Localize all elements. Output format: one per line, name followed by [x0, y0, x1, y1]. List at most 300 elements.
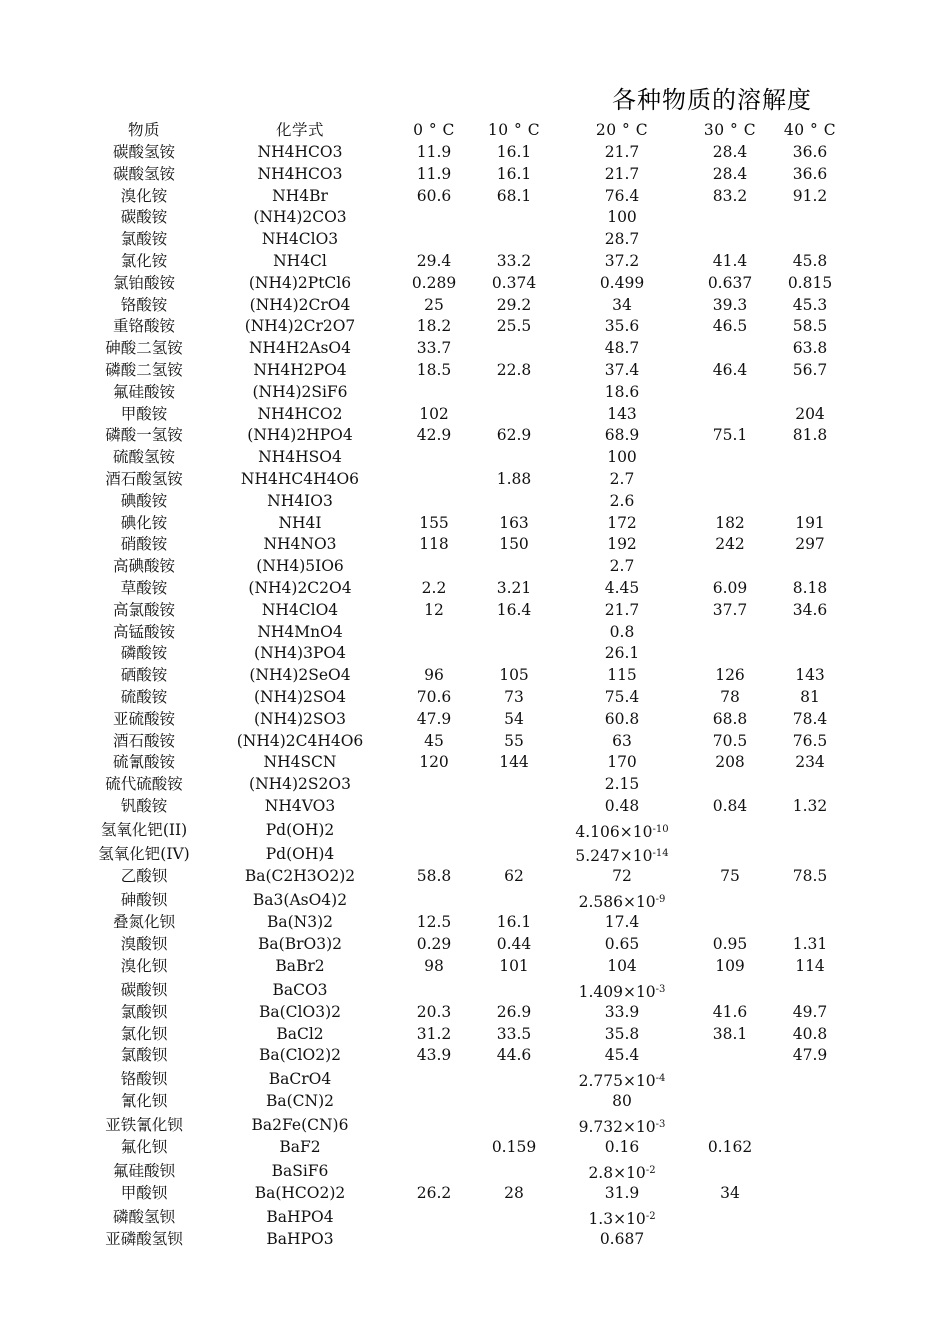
cell-substance: 硫氰酸铵: [112, 753, 175, 772]
table-row: [0, 1091, 950, 1113]
cell-formula: Ba3(AsO4)2: [252, 891, 348, 909]
cell-formula: BaSiF6: [271, 1162, 329, 1181]
cell-substance: 氢氧化钯(IV): [98, 845, 190, 863]
cell-formula: NH4SCN: [263, 753, 337, 772]
cell-0c: 70.6: [416, 688, 452, 706]
table-row: [0, 934, 950, 956]
cell-20c: 0.687: [599, 1230, 645, 1249]
cell-formula: BaCO3: [272, 980, 328, 999]
table-row: [0, 1205, 950, 1229]
cell-40c: 49.7: [792, 1002, 828, 1021]
cell-substance: 硒酸铵: [120, 666, 168, 685]
cell-formula: Ba(ClO2)2: [259, 1046, 341, 1065]
cell-20c: 21.7: [604, 600, 640, 619]
table-row: [0, 273, 950, 295]
cell-30c: 46.4: [712, 361, 748, 379]
cell-formula: (NH4)2C2O4: [248, 579, 352, 597]
cell-0c: 47.9: [416, 709, 452, 728]
cell-substance: 亚硫酸铵: [112, 709, 175, 728]
cell-substance: 溴化钡: [120, 956, 168, 975]
cell-formula: NH4HCO3: [257, 143, 343, 161]
cell-formula: Ba(HCO2)2: [254, 1184, 346, 1203]
cell-formula: BaBr2: [275, 956, 325, 975]
cell-0c: 26.2: [416, 1184, 452, 1203]
cell-formula: Ba(CN)2: [265, 1092, 334, 1111]
cell-30c: 75: [720, 867, 740, 886]
table-row: [0, 731, 950, 753]
cell-substance: 碘化铵: [120, 513, 168, 532]
cell-10c: 25.5: [496, 317, 532, 336]
cell-formula: BaCrO4: [268, 1070, 332, 1089]
cell-30c: 38.1: [712, 1024, 748, 1043]
cell-20c: 172: [607, 513, 637, 532]
cell-20c: 48.7: [604, 339, 640, 358]
header-10c: 10 ° C: [487, 121, 541, 139]
cell-20c: $2.8\times 10^{-2}$: [588, 1164, 656, 1183]
table-row: [0, 578, 950, 600]
cell-0c: 25: [424, 295, 444, 314]
table-row: [0, 164, 950, 186]
cell-substance: 氢氧化钯(II): [100, 820, 188, 839]
cell-30c: 70.5: [712, 731, 748, 750]
cell-substance: 磷酸二氢铵: [105, 361, 183, 379]
cell-40c: 0.815: [787, 273, 833, 292]
table-row: [0, 774, 950, 796]
header-20c: 20 ° C: [595, 121, 649, 139]
cell-0c: 98: [424, 956, 444, 975]
cell-formula: (NH4)2C4H4O6: [236, 731, 364, 750]
cell-40c: 297: [795, 535, 825, 554]
cell-0c: 60.6: [416, 186, 452, 205]
table-row: [0, 1183, 950, 1205]
cell-20c: 2.15: [604, 775, 640, 794]
cell-formula: BaF2: [279, 1138, 321, 1157]
cell-40c: 204: [795, 404, 825, 423]
table-row: [0, 491, 950, 513]
table-row: [0, 912, 950, 934]
cell-formula: BaCl2: [276, 1024, 324, 1043]
cell-0c: 20.3: [416, 1002, 452, 1021]
cell-20c: 28.7: [604, 230, 640, 249]
cell-30c: 0.84: [712, 797, 748, 815]
cell-substance: 乙酸钡: [120, 867, 168, 886]
table-row: [0, 752, 950, 774]
cell-40c: 143: [795, 666, 825, 685]
cell-20c: $1.3\times 10^{-2}$: [588, 1210, 656, 1229]
cell-formula: NH4H2AsO4: [248, 339, 352, 358]
cell-10c: 16.1: [496, 143, 532, 161]
cell-20c: 68.9: [604, 426, 640, 445]
cell-40c: 8.18: [792, 579, 828, 597]
page-title: 各种物质的溶解度: [612, 86, 812, 114]
cell-formula: NH4NO3: [263, 535, 337, 554]
table-row: [0, 796, 950, 818]
cell-substance: 氟化钡: [120, 1138, 168, 1157]
table-row: [0, 665, 950, 687]
cell-40c: 56.7: [792, 361, 828, 379]
cell-substance: 叠氮化钡: [112, 913, 175, 932]
cell-40c: 45.8: [792, 252, 828, 270]
cell-substance: 碳酸铵: [120, 208, 168, 227]
cell-20c: 35.8: [604, 1024, 640, 1043]
cell-formula: BaHPO3: [266, 1230, 334, 1249]
cell-10c: 33.2: [496, 252, 532, 270]
cell-formula: (NH4)2SeO4: [249, 666, 351, 685]
table-row: [0, 360, 950, 382]
cell-20c: 63: [612, 731, 632, 750]
table-row: [0, 687, 950, 709]
table-row: [0, 186, 950, 208]
cell-10c: 44.6: [496, 1046, 532, 1065]
cell-formula: Ba(C2H3O2)2: [244, 867, 356, 886]
cell-20c: 80: [612, 1092, 632, 1111]
cell-formula: (NH4)2Cr2O7: [244, 317, 356, 336]
table-row: [0, 338, 950, 360]
cell-formula: NH4ClO4: [261, 600, 339, 619]
cell-20c: 0.48: [604, 797, 640, 815]
table-row: [0, 229, 950, 251]
cell-substance: 磷酸氢钡: [112, 1208, 175, 1227]
cell-substance: 亚磷酸氢钡: [105, 1230, 183, 1249]
table-row: [0, 600, 950, 622]
header-30c: 30 ° C: [703, 121, 757, 139]
table-row: [0, 469, 950, 491]
cell-substance: 氯酸铵: [120, 230, 168, 249]
cell-20c: 0.16: [604, 1138, 640, 1157]
cell-formula: NH4HCO2: [257, 404, 343, 423]
cell-30c: 28.4: [712, 143, 748, 161]
cell-substance: 铬酸铵: [120, 295, 168, 314]
table-row: [0, 316, 950, 338]
cell-40c: 36.6: [792, 164, 828, 183]
cell-40c: 81: [800, 688, 820, 706]
cell-substance: 重铬酸铵: [112, 317, 175, 336]
table-row: [0, 888, 950, 912]
cell-20c: 2.6: [609, 491, 635, 510]
cell-substance: 溴化铵: [120, 186, 168, 205]
cell-formula: (NH4)2SO4: [253, 688, 347, 706]
cell-20c: 60.8: [604, 709, 640, 728]
cell-substance: 碘酸铵: [120, 491, 168, 510]
cell-30c: 182: [715, 513, 745, 532]
cell-0c: 2.2: [421, 579, 447, 597]
cell-10c: 68.1: [496, 186, 532, 205]
table-row: [0, 534, 950, 556]
cell-10c: 16.1: [496, 164, 532, 183]
table-header: [0, 120, 950, 142]
cell-0c: 0.29: [416, 935, 452, 953]
cell-substance: 硫酸铵: [120, 688, 168, 706]
cell-40c: 91.2: [792, 186, 828, 205]
cell-40c: 45.3: [792, 295, 828, 314]
cell-0c: 155: [419, 513, 449, 532]
table-row: [0, 207, 950, 229]
cell-20c: 76.4: [604, 186, 640, 205]
cell-0c: 31.2: [416, 1024, 452, 1043]
cell-0c: 12: [424, 600, 444, 619]
cell-substance: 酒石酸铵: [112, 731, 175, 750]
cell-30c: 0.162: [707, 1138, 753, 1157]
cell-30c: 242: [715, 535, 745, 554]
cell-formula: NH4ClO3: [261, 230, 339, 249]
cell-substance: 氯化钡: [120, 1024, 168, 1043]
cell-10c: 150: [499, 535, 529, 554]
cell-substance: 酒石酸氢铵: [105, 470, 183, 488]
cell-30c: 78: [720, 688, 740, 706]
cell-20c: 72: [612, 867, 632, 886]
cell-formula: Ba(BrO3)2: [258, 935, 342, 953]
cell-substance: 高锰酸铵: [112, 622, 175, 641]
cell-0c: 58.8: [416, 867, 452, 886]
cell-formula: NH4I: [278, 513, 322, 532]
cell-substance: 硫酸氢铵: [112, 448, 175, 467]
cell-20c: 0.65: [604, 935, 640, 953]
cell-40c: 234: [795, 753, 825, 772]
cell-formula: (NH4)2CrO4: [249, 295, 351, 314]
cell-formula: Pd(OH)4: [265, 845, 335, 863]
cell-0c: 118: [419, 535, 449, 554]
cell-20c: 104: [607, 956, 637, 975]
cell-0c: 0.289: [411, 273, 457, 292]
cell-10c: 33.5: [496, 1024, 532, 1043]
cell-20c: 170: [607, 753, 637, 772]
cell-formula: (NH4)2CO3: [253, 208, 347, 227]
cell-20c: 100: [607, 208, 637, 227]
cell-40c: 58.5: [792, 317, 828, 336]
cell-substance: 磷酸铵: [120, 644, 168, 663]
cell-10c: 1.88: [496, 470, 532, 488]
table-row: [0, 295, 950, 317]
table-row: [0, 513, 950, 535]
table-row: [0, 1113, 950, 1137]
cell-10c: 0.374: [491, 273, 537, 292]
cell-20c: $2.775\times 10^{-4}$: [578, 1072, 666, 1091]
cell-30c: 34: [720, 1184, 740, 1203]
cell-20c: 33.9: [604, 1002, 640, 1021]
cell-20c: 26.1: [604, 644, 640, 663]
cell-10c: 3.21: [496, 579, 532, 597]
cell-20c: 115: [607, 666, 637, 685]
cell-10c: 144: [499, 753, 529, 772]
cell-30c: 6.09: [712, 579, 748, 597]
cell-substance: 氯酸钡: [120, 1002, 168, 1021]
cell-substance: 磷酸一氢铵: [105, 426, 183, 445]
cell-20c: 17.4: [604, 913, 640, 932]
cell-40c: 81.8: [792, 426, 828, 445]
cell-substance: 碳酸氢铵: [112, 143, 175, 161]
cell-20c: 0.499: [599, 273, 645, 292]
cell-20c: 21.7: [604, 143, 640, 161]
cell-formula: NH4HC4H4O6: [240, 470, 360, 488]
cell-substance: 钒酸铵: [120, 797, 168, 815]
cell-10c: 16.1: [496, 913, 532, 932]
cell-substance: 氟硅酸铵: [112, 382, 175, 401]
cell-40c: 78.5: [792, 867, 828, 886]
cell-substance: 硝酸铵: [120, 535, 168, 554]
cell-substance: 高碘酸铵: [112, 557, 175, 576]
cell-30c: 109: [715, 956, 745, 975]
table-row: [0, 842, 950, 866]
table-row: [0, 142, 950, 164]
table-row: [0, 1159, 950, 1183]
cell-substance: 铬酸钡: [120, 1070, 168, 1089]
cell-10c: 163: [499, 513, 529, 532]
cell-substance: 溴酸钡: [120, 935, 168, 953]
cell-40c: 47.9: [792, 1046, 828, 1065]
cell-substance: 甲酸钡: [120, 1184, 168, 1203]
cell-substance: 碳酸钡: [120, 980, 168, 999]
cell-10c: 29.2: [496, 295, 532, 314]
cell-formula: (NH4)5IO6: [256, 557, 344, 576]
table-row: [0, 622, 950, 644]
cell-20c: $4.106\times 10^{-10}$: [575, 822, 669, 841]
header-substance: 物质: [127, 121, 160, 139]
cell-formula: NH4Cl: [273, 252, 327, 270]
cell-10c: 0.44: [496, 935, 532, 953]
cell-0c: 18.2: [416, 317, 452, 336]
cell-40c: 114: [795, 956, 825, 975]
cell-substance: 砷酸钡: [120, 891, 168, 909]
cell-30c: 0.637: [707, 273, 753, 292]
cell-10c: 55: [504, 731, 524, 750]
cell-20c: 37.2: [604, 252, 640, 270]
cell-formula: NH4VO3: [264, 797, 336, 815]
cell-10c: 22.8: [496, 361, 532, 379]
cell-20c: 192: [607, 535, 637, 554]
cell-formula: (NH4)2SO3: [253, 709, 347, 728]
cell-20c: 2.7: [609, 470, 635, 488]
cell-0c: 42.9: [416, 426, 452, 445]
cell-10c: 28: [504, 1184, 524, 1203]
cell-40c: 36.6: [792, 143, 828, 161]
cell-formula: NH4HSO4: [258, 448, 342, 467]
cell-substance: 砷酸二氢铵: [105, 339, 183, 358]
table-row: [0, 709, 950, 731]
cell-substance: 氯酸钡: [120, 1046, 168, 1065]
cell-formula: NH4H2PO4: [253, 361, 347, 379]
cell-20c: 100: [607, 448, 637, 467]
cell-substance: 高氯酸铵: [112, 600, 175, 619]
table-row: [0, 425, 950, 447]
table-row: [0, 1045, 950, 1067]
cell-formula: Pd(OH)2: [265, 820, 335, 839]
cell-20c: 45.4: [604, 1046, 640, 1065]
cell-formula: Ba(N3)2: [266, 913, 333, 932]
cell-30c: 46.5: [712, 317, 748, 336]
cell-formula: NH4HCO3: [257, 164, 343, 183]
cell-0c: 12.5: [416, 913, 452, 932]
table-row: [0, 1024, 950, 1046]
cell-formula: BaHPO4: [266, 1208, 334, 1227]
cell-20c: 2.7: [609, 557, 635, 576]
cell-formula: Ba(ClO3)2: [259, 1002, 341, 1021]
cell-20c: 31.9: [604, 1184, 640, 1203]
cell-20c: 37.4: [604, 361, 640, 379]
cell-formula: (NH4)2S2O3: [249, 775, 351, 794]
cell-10c: 54: [504, 709, 524, 728]
cell-substance: 氯化铵: [120, 252, 168, 270]
header-40c: 40 ° C: [783, 121, 837, 139]
cell-30c: 37.7: [712, 600, 748, 619]
cell-30c: 28.4: [712, 164, 748, 183]
cell-substance: 甲酸铵: [120, 404, 168, 423]
cell-40c: 1.31: [792, 935, 828, 953]
cell-0c: 11.9: [416, 143, 452, 161]
cell-0c: 96: [424, 666, 444, 685]
cell-10c: 73: [504, 688, 524, 706]
cell-40c: 76.5: [792, 731, 828, 750]
cell-0c: 18.5: [416, 361, 452, 379]
cell-formula: (NH4)2HPO4: [247, 426, 353, 445]
cell-20c: 35.6: [604, 317, 640, 336]
cell-0c: 102: [419, 404, 449, 423]
table-row: [0, 643, 950, 665]
cell-30c: 68.8: [712, 709, 748, 728]
header-0c: 0 ° C: [413, 121, 455, 139]
cell-10c: 101: [499, 956, 529, 975]
cell-40c: 1.32: [792, 797, 828, 815]
cell-30c: 0.95: [712, 935, 748, 953]
table-row: [0, 556, 950, 578]
cell-formula: NH4IO3: [267, 491, 333, 510]
cell-30c: 126: [715, 666, 745, 685]
cell-20c: 0.8: [609, 622, 635, 641]
cell-30c: 83.2: [712, 186, 748, 205]
cell-20c: 4.45: [604, 579, 640, 597]
cell-10c: 62.9: [496, 426, 532, 445]
cell-20c: 143: [607, 404, 637, 423]
table-row: [0, 956, 950, 978]
cell-30c: 41.4: [712, 252, 748, 270]
table-row: [0, 818, 950, 842]
cell-30c: 208: [715, 753, 745, 772]
table-row: [0, 978, 950, 1002]
cell-20c: $9.732\times 10^{-3}$: [578, 1118, 666, 1137]
table-row: [0, 382, 950, 404]
cell-substance: 氯铂酸铵: [112, 273, 175, 292]
cell-20c: 21.7: [604, 164, 640, 183]
cell-formula: (NH4)2SiF6: [252, 382, 348, 401]
cell-40c: 34.6: [792, 600, 828, 619]
cell-10c: 16.4: [496, 600, 532, 619]
cell-0c: 11.9: [416, 164, 452, 183]
cell-20c: 34: [612, 295, 632, 314]
table-row: [0, 866, 950, 888]
cell-substance: 硫代硫酸铵: [105, 775, 183, 794]
cell-0c: 43.9: [416, 1046, 452, 1065]
cell-0c: 29.4: [416, 252, 452, 270]
cell-formula: NH4Br: [272, 186, 328, 205]
cell-0c: 120: [419, 753, 449, 772]
cell-formula: NH4MnO4: [257, 622, 343, 641]
table-row: [0, 404, 950, 426]
cell-substance: 草酸铵: [120, 579, 168, 597]
table-row: [0, 1137, 950, 1159]
table-row: [0, 1067, 950, 1091]
cell-20c: 18.6: [604, 382, 640, 401]
table-row: [0, 1229, 950, 1251]
cell-30c: 39.3: [712, 295, 748, 314]
cell-10c: 0.159: [491, 1138, 537, 1157]
cell-substance: 亚铁氰化钡: [105, 1116, 183, 1135]
cell-40c: 63.8: [792, 339, 828, 358]
cell-20c: 75.4: [604, 688, 640, 706]
cell-substance: 碳酸氢铵: [112, 164, 175, 183]
table-row: [0, 447, 950, 469]
cell-0c: 45: [424, 731, 444, 750]
cell-30c: 41.6: [712, 1002, 748, 1021]
cell-10c: 26.9: [496, 1002, 532, 1021]
